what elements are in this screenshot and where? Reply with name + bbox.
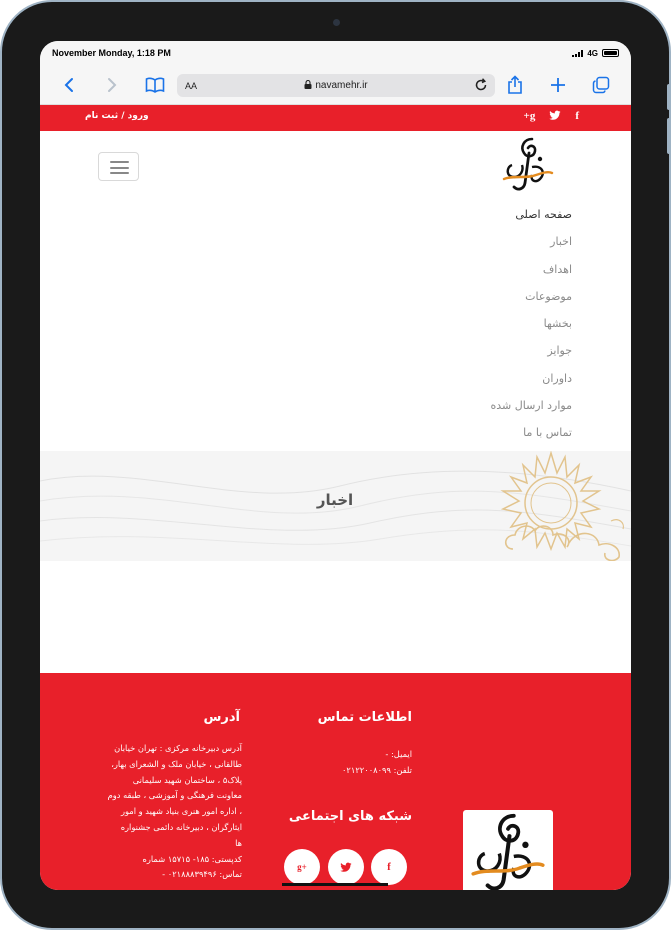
status-bar	[40, 41, 631, 65]
url-value: navamehr.ir	[315, 80, 368, 91]
facebook-icon: f	[387, 861, 391, 873]
google-plus-icon[interactable]: g+	[523, 110, 536, 122]
chevron-left-icon	[63, 77, 75, 93]
login-register-link[interactable]: ورود / ثبت نام	[85, 111, 149, 121]
nav-item-submissions[interactable]: موارد ارسال شده	[490, 399, 572, 413]
contact-email: ایمیل: -	[385, 749, 412, 759]
nav-item-sections[interactable]: بخشها	[543, 317, 572, 331]
footer-logo	[463, 810, 553, 890]
site-logo[interactable]	[502, 135, 554, 197]
chevron-right-icon	[106, 77, 118, 93]
signal-icon	[572, 50, 583, 57]
footer-google-plus-button[interactable]	[284, 849, 320, 885]
nav-item-judges[interactable]: داوران	[542, 371, 572, 385]
footer-logo-mark	[463, 810, 553, 890]
main-nav	[490, 201, 572, 447]
nav-item-contact[interactable]: تماس با ما	[523, 426, 572, 440]
nav-item-home[interactable]: صفحه اصلی	[515, 208, 572, 221]
back-button[interactable]	[58, 74, 80, 96]
address-line: پلاک۵ ، ساختمان شهید سلیمانی	[132, 774, 242, 785]
nav-item-topics[interactable]: موضوعات	[525, 289, 572, 303]
text-size-button[interactable]: AA	[185, 80, 198, 91]
plus-icon	[550, 77, 566, 93]
address-line: معاونت فرهنگی و آموزشی ، طبقه دوم	[107, 790, 242, 801]
nav-item-awards[interactable]: جوایز	[547, 344, 572, 358]
address-line: تماس: ۰۲۱۸۸۸۳۹۴۹۶ -	[162, 869, 242, 880]
forward-button[interactable]	[101, 74, 123, 96]
facebook-icon[interactable]: f	[575, 110, 579, 122]
contact-phone: تلفن: ۰۲۱۲۲۰۰۸۰۹۹	[341, 764, 412, 775]
tabs-icon	[592, 76, 610, 94]
address-line: ها	[235, 837, 242, 848]
sun-cloud-illustration	[473, 451, 631, 561]
status-indicators	[572, 49, 619, 58]
footer-twitter-button[interactable]	[328, 849, 364, 885]
battery-icon	[602, 49, 619, 57]
address-line: ، اداره امور هنری بنیاد شهید و امور	[120, 806, 242, 817]
footer-address-title: آدرس	[203, 710, 240, 725]
nav-item-goals[interactable]: اهداف	[542, 262, 572, 276]
site-top-bar	[40, 105, 631, 131]
address-line: آدرس دبیرخانه مرکزی : تهران خیابان	[114, 743, 242, 753]
book-icon	[145, 77, 165, 93]
address-bar[interactable]	[177, 74, 495, 97]
address-line: ایثارگران ، دبیرخانه دائمی جشنواره	[120, 821, 242, 832]
address-line: طالقانی ، خیابان ملک و الشعرای بهار،	[111, 758, 242, 769]
page-title: اخبار	[316, 491, 354, 509]
twitter-icon	[340, 862, 352, 873]
twitter-icon[interactable]	[549, 110, 561, 121]
footer-contact-title: اطلاعات تماس	[317, 710, 412, 725]
nav-item-news[interactable]: اخبار	[550, 235, 572, 249]
menu-toggle-button[interactable]	[98, 152, 139, 181]
top-social-links	[524, 110, 579, 122]
footer-address-text	[80, 741, 242, 883]
share-button[interactable]	[504, 74, 526, 96]
reload-icon[interactable]	[473, 77, 489, 93]
address-line: کدپستی: ۱۸۵- ۱۵۷۱۵ شماره	[142, 853, 242, 864]
share-icon	[507, 75, 523, 95]
status-time: November Monday, 1:18 PM	[52, 48, 171, 58]
new-tab-button[interactable]	[547, 74, 569, 96]
browser-toolbar	[40, 65, 631, 105]
site-footer	[40, 673, 631, 890]
google-plus-icon: g+	[297, 862, 307, 872]
footer-facebook-button[interactable]	[371, 849, 407, 885]
footer-contact-text	[302, 747, 412, 779]
tabs-button[interactable]	[590, 74, 612, 96]
network-label: 4G	[587, 48, 598, 58]
device-screen	[40, 41, 631, 890]
footer-social-title: شبکه های اجتماعی	[288, 809, 412, 824]
footer-divider	[282, 883, 388, 886]
bookmarks-button[interactable]	[144, 74, 166, 96]
volume-button-lower	[667, 118, 671, 154]
volume-button	[667, 84, 671, 110]
lock-icon	[304, 80, 312, 89]
page-banner	[40, 451, 631, 561]
front-camera	[333, 19, 340, 26]
url-text	[177, 80, 495, 91]
